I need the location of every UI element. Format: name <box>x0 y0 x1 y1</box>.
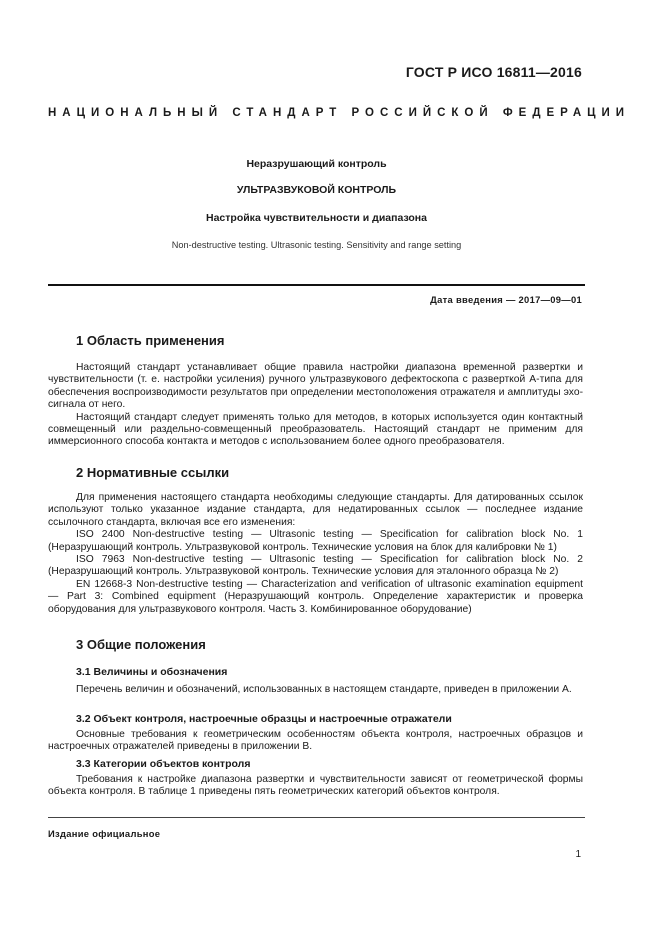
footer-divider <box>48 817 585 818</box>
title-english: Non-destructive testing. Ultrasonic testing. Sensitivity and range setting <box>171 240 462 250</box>
title-line-1: Неразрушающий контроль <box>246 158 387 170</box>
section-3-1-paragraph: Перечень величин и обозначений, использованных в настоящем стандарте, приведен в приложении А. <box>76 684 572 695</box>
section-2-body <box>48 492 583 616</box>
national-standard-banner: НАЦИОНАЛЬНЫЙ СТАНДАРТ РОССИЙСКОЙ ФЕДЕРАЦИИ <box>48 107 631 119</box>
section-1-body <box>48 362 583 449</box>
official-edition-label: Издание официальное <box>48 828 161 839</box>
reference-iso-7963: ISO 7963 Non-destructive testing — Ultrasonic testing — Specification for calibration block No. 2 (Неразрушающий контроль. Ультразвуковой контроль. Технические условия для эталонного образца № 2) <box>48 554 583 578</box>
section-1-paragraph-2: Настоящий стандарт следует применять только для методов, в которых используется один контактный совмещенный или раздельно-совмещенный преобразователь. Настоящий стандарт не применим для иммерсионного способа контакта и методов с использованием более одного преобразователя. <box>48 411 583 448</box>
reference-iso-2400: ISO 2400 Non-destructive testing — Ultrasonic testing — Specification for calibration block No. 1 (Неразрушающий контроль. Ультразвуковой контроль. Технические условия на блок для калибровки № 1) <box>48 529 583 553</box>
section-3-2-heading: 3.2 Объект контроля, настроечные образцы и настроечные отражатели <box>76 713 452 725</box>
section-3-2-paragraph: Основные требования к геометрическим особенностям объекта контроля, настроечных образцов и настроечных отражателей приведены в приложении В. <box>48 729 583 753</box>
document-number: ГОСТ Р ИСО 16811—2016 <box>405 64 582 80</box>
section-3-2-body <box>48 729 583 754</box>
section-2-paragraph-1: Для применения настоящего стандарта необходимы следующие стандарты. Для датированных ссылок используют только указанное издание стандарта, для недатированных ссылок — последнее издание ссылочного стандарта, включая все его изменения: <box>48 492 583 528</box>
title-line-2: УЛЬТРАЗВУКОВОЙ КОНТРОЛЬ <box>236 184 397 196</box>
introduction-date: Дата введения — 2017—09—01 <box>430 294 582 305</box>
section-1-paragraph-1: Настоящий стандарт устанавливает общие правила настройки диапазона временной развертки и чувствительности (т. е. настройки усиления) ручного ультразвукового дефектоскопа с разверткой A-типа для обеспечения воспроизводимости результатов при определении местоположения отражателя и амплитуды эхо-сигнала от него. <box>48 362 583 411</box>
section-3-3-heading: 3.3 Категории объектов контроля <box>76 758 251 770</box>
section-3-3-paragraph: Требования к настройке диапазона развертки и чувствительности зависят от геометрической формы объекта контроля. В таблице 1 приведены пять геометрических категорий объектов контроля. <box>48 774 583 798</box>
page-number: 1 <box>575 849 581 860</box>
section-2-heading: 2 Нормативные ссылки <box>76 465 230 480</box>
section-3-heading: 3 Общие положения <box>76 637 206 652</box>
reference-en-12668-3: EN 12668-3 Non-destructive testing — Characterization and verification of ultrasonic examination equipment — Part 3: Combined equipment (Неразрушающий контроль. Определение характеристик и проверка оборудования для ультразвукового контроля. Часть 3. Комбинированное оборудование) <box>48 578 583 615</box>
title-line-3: Настройка чувствительности и диапазона <box>206 212 427 224</box>
section-1-heading: 1 Область применения <box>76 333 225 348</box>
section-3-1-body <box>48 684 583 696</box>
section-3-1-heading: 3.1 Величины и обозначения <box>76 666 228 678</box>
title-divider <box>48 284 585 286</box>
section-3-3-body <box>48 774 583 799</box>
